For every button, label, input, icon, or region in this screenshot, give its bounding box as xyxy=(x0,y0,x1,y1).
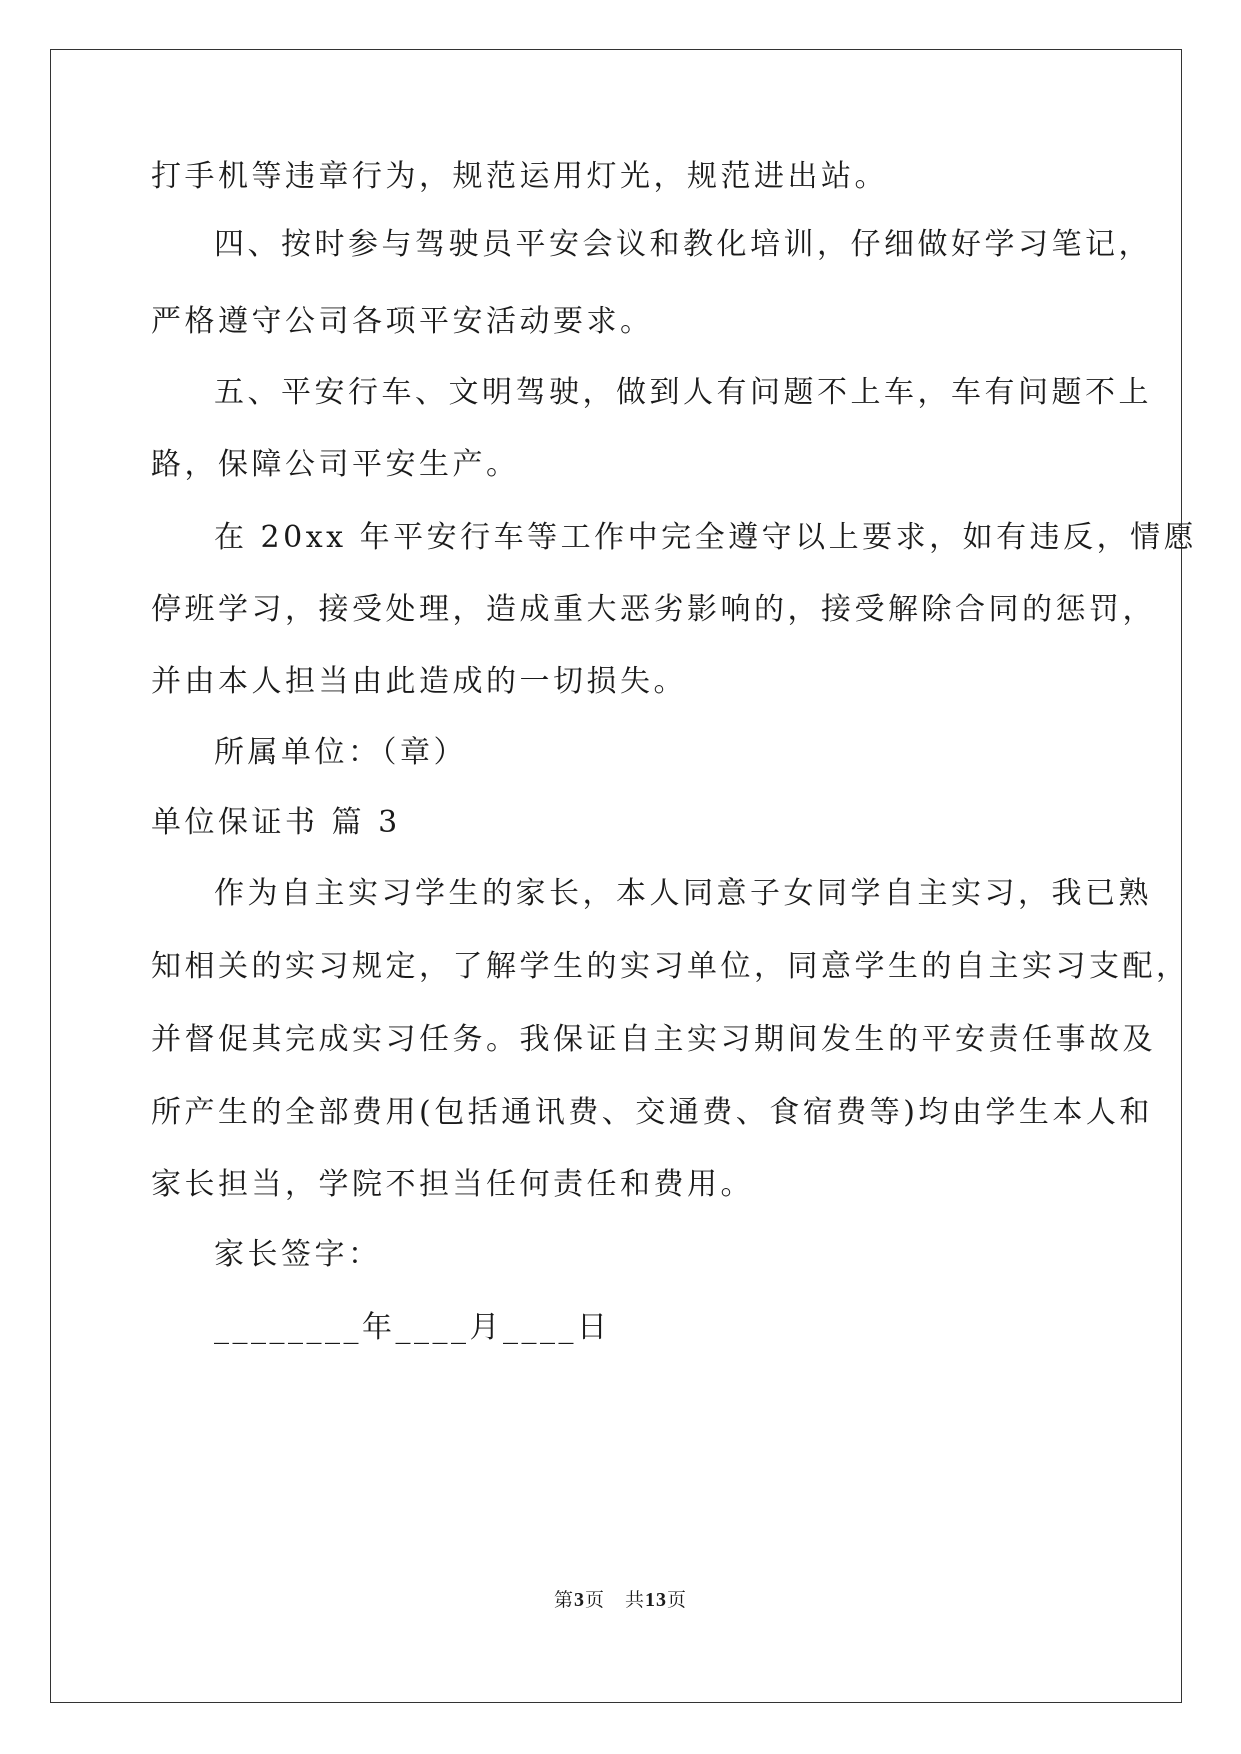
paragraph-line: 五、平安行车、文明驾驶，做到人有问题不上车，车有问题不上 xyxy=(214,375,1152,410)
paragraph-line: 路，保障公司平安生产。 xyxy=(151,447,520,482)
parent-signature-line: 家长签字： xyxy=(214,1237,382,1272)
page-footer xyxy=(0,1587,1241,1613)
signature-unit-line: 所属单位：（章） xyxy=(214,735,467,770)
section-heading: 单位保证书 篇 3 xyxy=(151,805,401,840)
paragraph-line: 打手机等违章行为，规范运用灯光，规范进出站。 xyxy=(151,159,888,194)
paragraph-line: 四、按时参与驾驶员平安会议和教化培训，仔细做好学习笔记， xyxy=(214,227,1152,262)
paragraph-line: 并由本人担当由此造成的一切损失。 xyxy=(151,664,687,699)
paragraph-line: 知相关的实习规定，了解学生的实习单位，同意学生的自主实习支配， xyxy=(151,949,1190,984)
date-line: ________年____月____日 xyxy=(214,1310,611,1345)
total-label-prefix: 共 xyxy=(625,1589,646,1611)
paragraph-line: 作为自主实习学生的家长，本人同意子女同学自主实习，我已熟 xyxy=(214,876,1152,911)
paragraph-line: 家长担当，学院不担当任何责任和费用。 xyxy=(151,1167,754,1202)
paragraph-line: 所产生的全部费用(包括通讯费、交通费、食宿费等)均由学生本人和 xyxy=(151,1095,1153,1130)
page-label-prefix: 第 xyxy=(553,1589,574,1611)
total-pages: 13 xyxy=(645,1589,668,1611)
total-label-suffix: 页 xyxy=(667,1589,688,1611)
paragraph-line: 停班学习，接受处理，造成重大恶劣影响的，接受解除合同的惩罚， xyxy=(151,592,1156,627)
page-number: 3 xyxy=(573,1589,585,1611)
paragraph-line: 并督促其完成实习任务。我保证自主实习期间发生的平安责任事故及 xyxy=(151,1022,1156,1057)
paragraph-line: 严格遵守公司各项平安活动要求。 xyxy=(151,304,654,339)
paragraph-line: 在 20xx 年平安行车等工作中完全遵守以上要求，如有违反，情愿 xyxy=(214,520,1198,555)
page-label-suffix: 页 xyxy=(584,1589,605,1611)
